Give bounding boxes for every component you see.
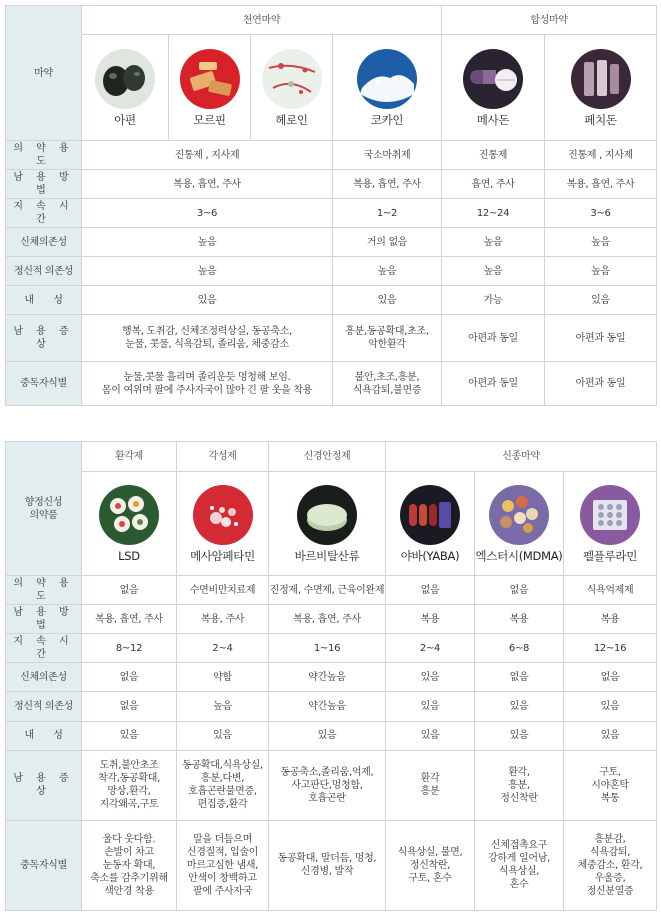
row-label-physical-dependence: 신체의존성 xyxy=(6,663,82,692)
drug-methadone xyxy=(442,35,545,141)
cell-duration: 12~16 xyxy=(564,634,657,663)
yaba-photo xyxy=(399,484,461,546)
cell-method-cocaine: 복용, 흡연, 주사 xyxy=(333,170,442,199)
row-label-abuse-symptoms: 남 용 증 상 xyxy=(6,315,82,362)
cell-method: 복용 xyxy=(564,605,657,634)
text-line: 혼수 xyxy=(509,879,529,891)
cell-tolerance-pethidine: 있음 xyxy=(545,286,657,315)
text-line: 정신분열증 xyxy=(586,885,634,897)
text-line: 시야혼탁 xyxy=(591,779,629,791)
row-label-mental-dependence: 정신적 의존성 xyxy=(6,257,82,286)
text-line: 색안경 착용 xyxy=(104,885,154,897)
cell-mental-pethidine: 높음 xyxy=(545,257,657,286)
drug-morphine xyxy=(169,35,251,141)
label-line: 향정신성 xyxy=(24,496,63,508)
sedative-header: 신경안정제 xyxy=(269,442,386,472)
methadone-photo xyxy=(462,48,524,110)
cell-physical-methadone: 높음 xyxy=(442,228,545,257)
drug-name: 바르비탈산류 xyxy=(294,549,360,564)
ecstasy-photo xyxy=(488,484,550,546)
cell-identify-ecstasy xyxy=(475,820,564,910)
drug-ecstasy xyxy=(475,472,564,576)
row-label-duration: 지 속 시 간 xyxy=(6,634,82,663)
drug-name: 메사암페타민 xyxy=(190,549,255,564)
new-drugs-header: 신종마약 xyxy=(386,442,657,472)
cell-mental-natural: 높음 xyxy=(82,257,333,286)
text-line: 흥분 xyxy=(420,786,440,798)
cell-identify-pethidine: 아편과 동일 xyxy=(545,362,657,406)
row-label-mental-dependence: 정신적 의존성 xyxy=(6,692,82,721)
text-line: 불안,초조,흥분, xyxy=(354,371,420,383)
cell-symptoms-fenfluramine xyxy=(564,750,657,820)
cell-physical: 약함 xyxy=(177,663,269,692)
cell-tolerance-methadone: 가능 xyxy=(442,286,545,315)
cell-method-natural: 복용, 흡연, 주사 xyxy=(82,170,333,199)
cell-physical-natural: 높음 xyxy=(82,228,333,257)
drug-pethidine xyxy=(545,35,657,141)
cell-identify-methamphetamine xyxy=(177,820,269,910)
text-line: 식욕감퇴, xyxy=(589,846,631,858)
hallucinogen-header: 환각제 xyxy=(82,442,177,472)
cell-use: 없음 xyxy=(475,576,564,605)
cell-tolerance: 있음 xyxy=(475,721,564,750)
cell-mental: 높음 xyxy=(177,692,269,721)
cell-use-methadone: 진통제 xyxy=(442,141,545,170)
cell-use: 없음 xyxy=(82,576,177,605)
text-line: 식욕상실, 불면, xyxy=(397,846,463,858)
text-line: 동공확대,식욕상실, xyxy=(182,760,263,772)
drug-name: 코카인 xyxy=(370,113,404,127)
row-label-abuse-method: 남 용 방 법 xyxy=(6,170,82,199)
morphine-photo xyxy=(179,48,241,110)
cell-tolerance: 있음 xyxy=(269,721,386,750)
text-line: 지각왜곡,구토 xyxy=(99,799,159,811)
drug-lsd xyxy=(82,472,177,576)
drug-name: 야바(YABA) xyxy=(400,549,460,564)
stimulant-header: 각성제 xyxy=(177,442,269,472)
drug-barbiturates xyxy=(269,472,386,576)
cell-symptoms-yaba xyxy=(386,750,475,820)
text-line: 정신착란 xyxy=(500,792,538,804)
row-label-tolerance: 내 성 xyxy=(6,721,82,750)
text-line: 행복, 도취감, 신체조정력상실, 동공축소, xyxy=(122,326,292,337)
label-line: 의약품 xyxy=(29,509,58,521)
drug-name: 메사돈 xyxy=(476,113,510,127)
text-line: 정신착란, xyxy=(409,859,451,871)
cell-identify-cocaine xyxy=(333,362,442,406)
cell-physical: 없음 xyxy=(82,663,177,692)
row-label-abuse-symptoms: 남 용 증 상 xyxy=(6,750,82,820)
natural-narcotics-header: 천연마약 xyxy=(82,6,442,35)
cell-method-pethidine: 복용, 흡연, 주사 xyxy=(545,170,657,199)
cell-physical: 없음 xyxy=(564,663,657,692)
text-line: 호흡곤란 xyxy=(308,792,346,804)
cell-mental-methadone: 높음 xyxy=(442,257,545,286)
text-line: 환각, xyxy=(508,766,530,778)
cell-symptoms-ecstasy xyxy=(475,750,564,820)
text-line: 눈동자 확대, xyxy=(102,859,156,871)
drug-fenfluramine xyxy=(564,472,657,576)
cell-method: 복용 xyxy=(475,605,564,634)
cell-tolerance: 있음 xyxy=(564,721,657,750)
cell-use-pethidine: 진통제 , 지사제 xyxy=(545,141,657,170)
text-line: 복통 xyxy=(600,792,620,804)
row-label-physical-dependence: 신체의존성 xyxy=(6,228,82,257)
cell-use: 진정제, 수면제, 근육이완제 xyxy=(269,576,386,605)
cell-mental: 약간높음 xyxy=(269,692,386,721)
drug-methamphetamine xyxy=(177,472,269,576)
cell-mental: 없음 xyxy=(82,692,177,721)
cell-mental: 있음 xyxy=(386,692,475,721)
cell-symptoms-methamphetamine xyxy=(177,750,269,820)
cell-identify-yaba xyxy=(386,820,475,910)
text-line: 강하게 일어남, xyxy=(488,853,550,865)
text-line: 착각,동공확대, xyxy=(98,773,160,785)
cell-symptoms-pethidine: 아편과 동일 xyxy=(545,315,657,362)
row-label-duration: 지 속 시 간 xyxy=(6,199,82,228)
text-line: 체중감소, 환각, xyxy=(577,859,643,871)
text-line: 우울증, xyxy=(594,872,626,884)
drug-yaba xyxy=(386,472,475,576)
text-line: 신경질적, 입술이 xyxy=(186,846,259,858)
cell-duration: 6~8 xyxy=(475,634,564,663)
cell-duration: 1~16 xyxy=(269,634,386,663)
row-label-tolerance: 내 성 xyxy=(6,286,82,315)
text-line: 신경병, 발작 xyxy=(300,866,354,878)
cell-physical-pethidine: 높음 xyxy=(545,228,657,257)
text-line: 식욕감퇴,불면증 xyxy=(352,384,422,396)
cell-symptoms-natural xyxy=(82,315,333,362)
drug-cocaine xyxy=(333,35,442,141)
text-line: 손발이 차고 xyxy=(104,846,154,858)
text-line: 구토, 혼수 xyxy=(408,872,452,884)
text-line: 축소를 감추기위해 xyxy=(90,872,168,884)
psychotropic-table xyxy=(5,441,657,911)
text-line: 동공축소,졸리움,억제, xyxy=(280,766,374,778)
row-label-addict-identification: 중독자식별 xyxy=(6,820,82,910)
cell-mental-cocaine: 높음 xyxy=(333,257,442,286)
cell-tolerance-natural: 있음 xyxy=(82,286,333,315)
text-line: 구토, xyxy=(599,766,621,778)
cell-method: 복용 xyxy=(386,605,475,634)
text-line: 식욕상실, xyxy=(498,866,540,878)
cell-symptoms-methadone: 아편과 동일 xyxy=(442,315,545,362)
opium-photo xyxy=(94,48,156,110)
cell-use: 수면비만치료제 xyxy=(177,576,269,605)
cell-mental: 있음 xyxy=(564,692,657,721)
cell-use-natural: 진통제 , 지사제 xyxy=(82,141,333,170)
text-line: 안색이 창백하고 xyxy=(188,872,257,884)
text-line: 몸이 여위며 팔에 주사자국이 많아 긴 팔 옷을 착용 xyxy=(101,384,313,396)
lsd-photo xyxy=(98,484,160,546)
cell-identify-methadone: 아편과 동일 xyxy=(442,362,545,406)
text-line: 눈물, 콧물, 식욕감퇴, 졸리움, 체중감소 xyxy=(125,339,289,350)
row-label-abuse-method: 남 용 방 법 xyxy=(6,605,82,634)
text-line: 눈물,콧물 흘리며 졸리운듯 멍청해 보임. xyxy=(123,371,291,383)
drug-heroin xyxy=(251,35,333,141)
cell-tolerance-cocaine: 있음 xyxy=(333,286,442,315)
text-line: 악한환각 xyxy=(368,339,406,350)
cell-physical-cocaine: 거의 없음 xyxy=(333,228,442,257)
cell-duration: 2~4 xyxy=(177,634,269,663)
methamphetamine-photo xyxy=(192,484,254,546)
text-line: 말을 더듬으며 xyxy=(192,833,253,845)
cell-physical: 약간높음 xyxy=(269,663,386,692)
drug-name: 펠플루라민 xyxy=(582,549,638,564)
cell-tolerance: 있음 xyxy=(177,721,269,750)
cell-symptoms-lsd xyxy=(82,750,177,820)
text-line: 환각 xyxy=(420,773,440,785)
cell-duration-pethidine: 3~6 xyxy=(545,199,657,228)
heroin-photo xyxy=(261,48,323,110)
cell-method: 복용, 흡연, 주사 xyxy=(82,605,177,634)
text-line: 사고판단,멍청함, xyxy=(291,779,363,791)
text-line: 마르고심한 냄새, xyxy=(186,859,259,871)
pethidine-photo xyxy=(570,48,632,110)
cell-duration: 2~4 xyxy=(386,634,475,663)
narcotics-table xyxy=(5,5,657,406)
text-line: 흥분, xyxy=(508,779,530,791)
drug-name: 엑스터시(MDMA) xyxy=(475,549,563,564)
text-line: 편집증,환각 xyxy=(197,799,248,811)
text-line: 흥분감, xyxy=(594,833,626,845)
text-line: 망상,환각, xyxy=(107,786,151,798)
cell-tolerance: 있음 xyxy=(82,721,177,750)
cell-duration-natural: 3~6 xyxy=(82,199,333,228)
cell-tolerance: 있음 xyxy=(386,721,475,750)
cell-method: 복용, 주사 xyxy=(177,605,269,634)
cell-identify-fenfluramine xyxy=(564,820,657,910)
text-line: 도취,불안초조 xyxy=(99,760,159,772)
text-line: 팔에 주사자국 xyxy=(192,885,253,897)
cell-symptoms-cocaine xyxy=(333,315,442,362)
drug-name: 모르핀 xyxy=(193,113,226,127)
text-line: 동공확대, 말더듬, 멍청, xyxy=(277,853,377,865)
synthetic-narcotics-header: 합성마약 xyxy=(442,6,657,35)
row-label-addict-identification: 중독자식별 xyxy=(6,362,82,406)
drug-name: 아편 xyxy=(114,113,136,127)
cell-duration-cocaine: 1~2 xyxy=(333,199,442,228)
cell-use: 없음 xyxy=(386,576,475,605)
row-label-medical-use: 의 약 용 도 xyxy=(6,141,82,170)
text-line: 울다 웃다함. xyxy=(102,833,156,845)
text-line: 흥분,다변, xyxy=(200,773,245,785)
drug-name: 헤로인 xyxy=(275,113,308,127)
cell-identify-natural xyxy=(82,362,333,406)
text-line: 호흡곤란불면증, xyxy=(188,786,257,798)
barbiturates-photo xyxy=(296,484,358,546)
cell-method-methadone: 흡연, 주사 xyxy=(442,170,545,199)
cocaine-photo xyxy=(356,48,418,110)
cell-use: 식욕억제제 xyxy=(564,576,657,605)
cell-method: 복용, 흡연, 주사 xyxy=(269,605,386,634)
cell-duration-methadone: 12~24 xyxy=(442,199,545,228)
cell-mental: 있음 xyxy=(475,692,564,721)
cell-identify-barbiturates xyxy=(269,820,386,910)
cell-physical: 없음 xyxy=(475,663,564,692)
fenfluramine-photo xyxy=(579,484,641,546)
text-line: 흥분,동공확대,초조, xyxy=(345,326,429,337)
drug-name: LSD xyxy=(118,549,140,564)
drug-name: 페치돈 xyxy=(584,113,617,127)
cell-duration: 8~12 xyxy=(82,634,177,663)
narcotics-category-label: 마약 xyxy=(6,6,82,141)
cell-physical: 있음 xyxy=(386,663,475,692)
psychotropic-category-label xyxy=(6,442,82,576)
row-label-medical-use: 의 약 용 도 xyxy=(6,576,82,605)
cell-use-cocaine: 국소마취제 xyxy=(333,141,442,170)
text-line: 신체접촉요구 xyxy=(490,840,548,852)
drug-opium xyxy=(82,35,169,141)
cell-identify-lsd xyxy=(82,820,177,910)
cell-symptoms-barbiturates xyxy=(269,750,386,820)
